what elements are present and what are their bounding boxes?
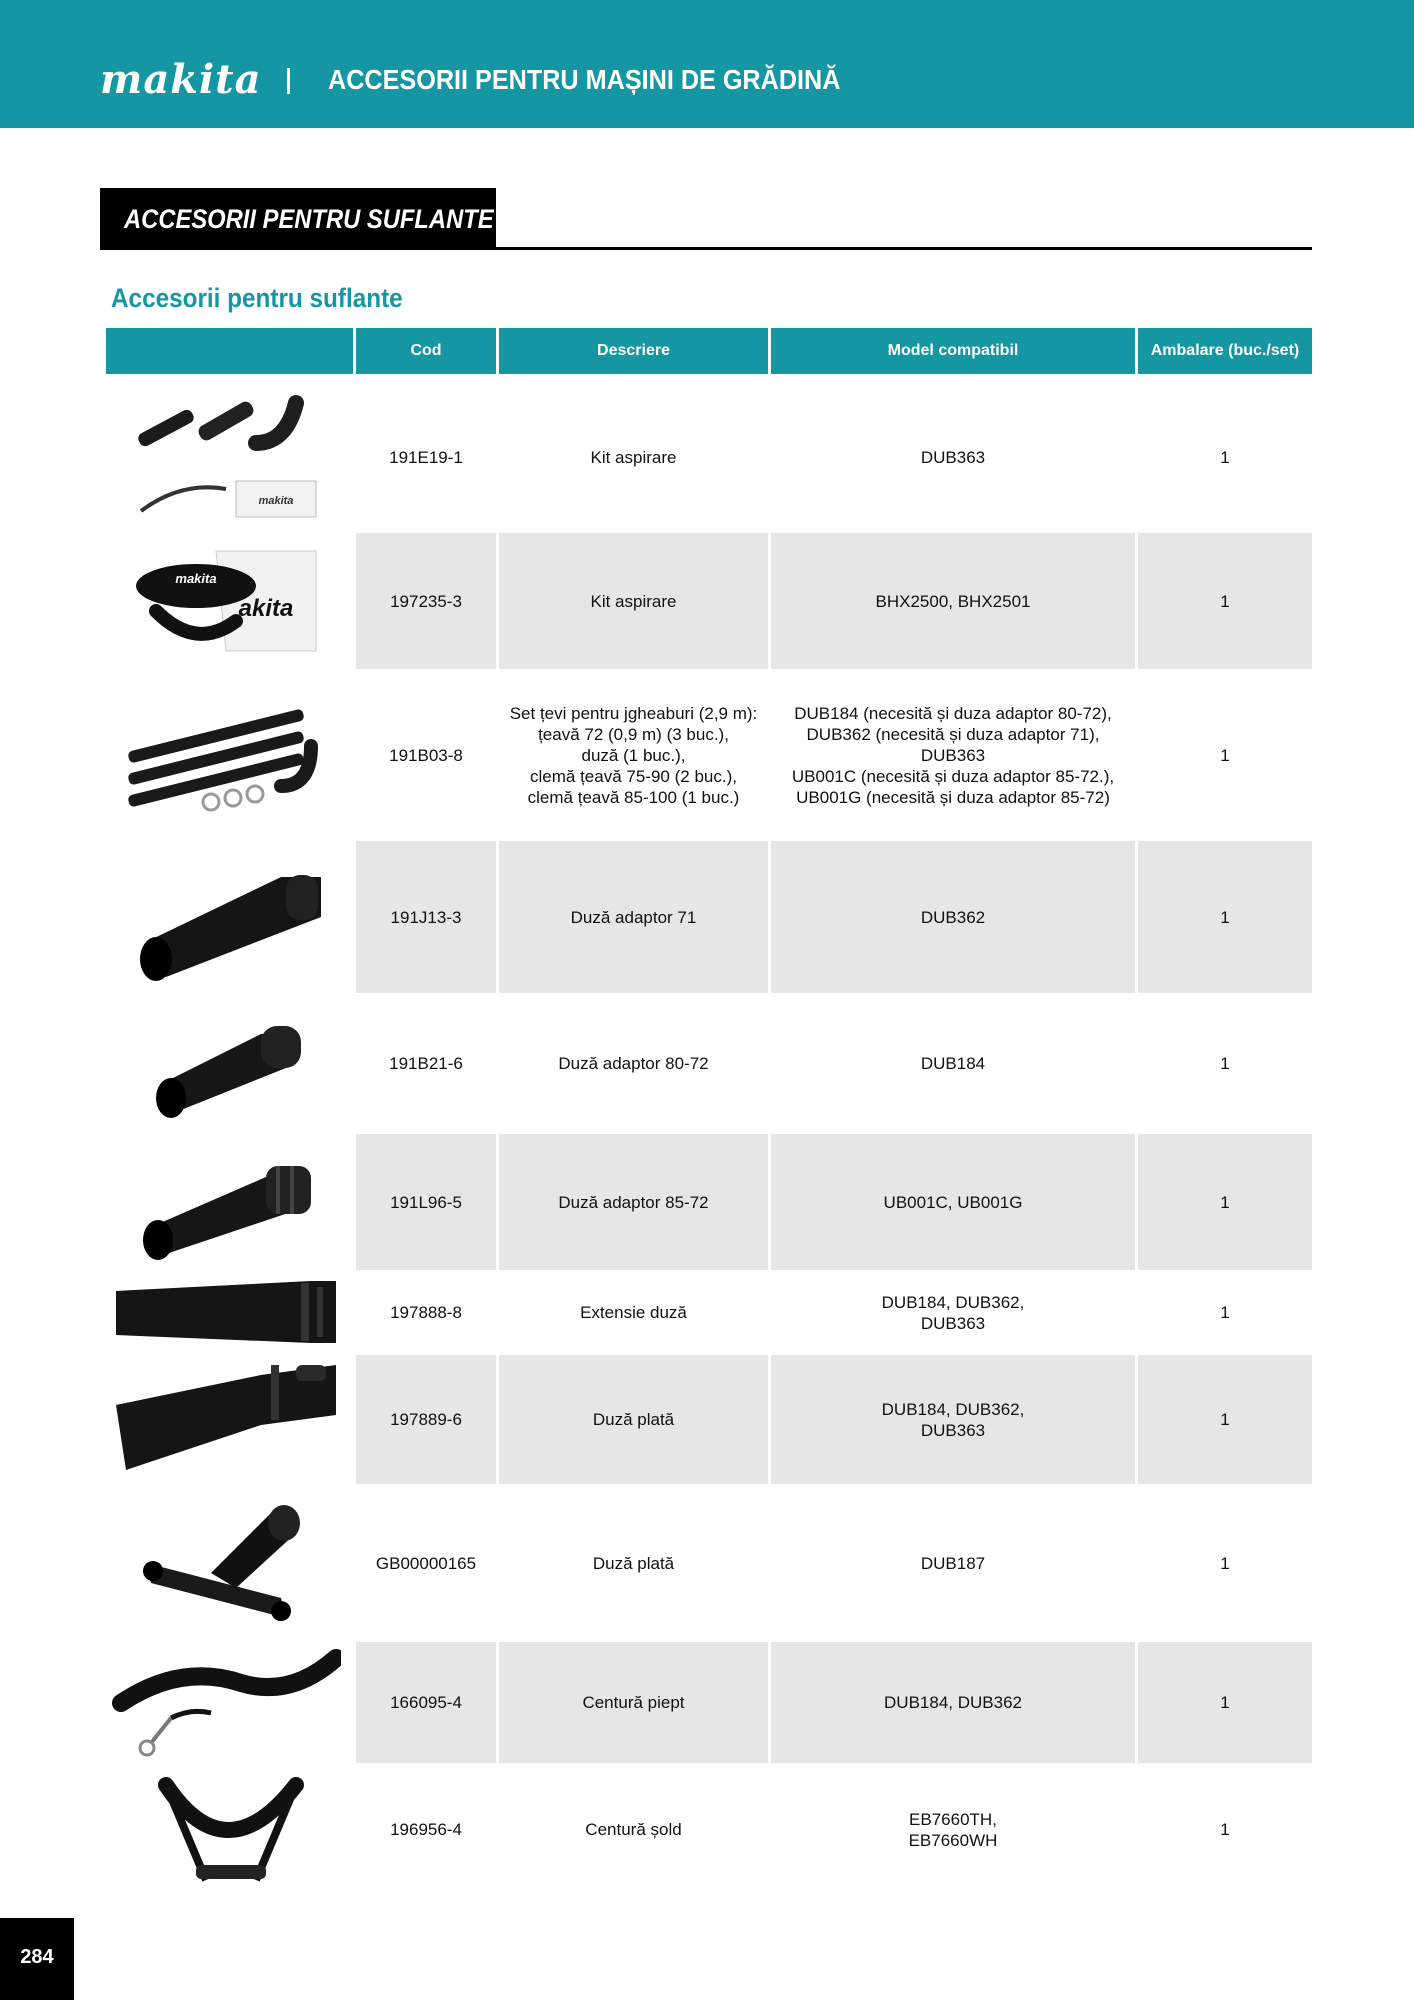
compatible-model: DUB363 [920, 448, 986, 467]
product-code: 191L96-5 [356, 1134, 496, 1270]
table-row [106, 1134, 1312, 1270]
pack-quantity: 1 [1138, 533, 1312, 669]
header-pack: Ambalare (buc./set) [1138, 328, 1312, 382]
product-code: 191E19-1 [389, 448, 463, 467]
svg-text:akita: akita [238, 595, 294, 622]
compatible-model: UB001C, UB001G [771, 1134, 1135, 1270]
compatible-model: DUB184 [920, 1054, 986, 1073]
product-description: Centură șold [585, 1820, 682, 1839]
adapter-nozzle-ribbed-icon [106, 1134, 346, 1270]
product-code: 197888-8 [390, 1303, 462, 1322]
wide-flat-nozzle-icon [106, 1484, 346, 1642]
product-description: Centură piept [499, 1642, 768, 1763]
compatible-model: DUB184, DUB362, DUB363 [881, 1292, 1025, 1333]
pack-quantity: 1 [1220, 1303, 1230, 1322]
pack-quantity: 1 [1220, 1553, 1230, 1573]
table-row [106, 669, 1312, 841]
table-row [106, 1484, 1312, 1642]
table-row [106, 382, 1312, 533]
product-code: 191B03-8 [389, 745, 463, 765]
table-subtitle: Accesorii pentru suflante [111, 283, 403, 313]
compatible-model: DUB362 [771, 841, 1135, 993]
header-image [106, 328, 353, 382]
adapter-nozzle-icon [106, 841, 346, 993]
header-bar [0, 0, 1414, 128]
product-image-cell [106, 1484, 353, 1642]
compatible-model: BHX2500, BHX2501 [771, 533, 1135, 669]
product-image-cell [106, 1134, 353, 1270]
header-code: Cod [356, 328, 496, 382]
svg-text:makita: makita [258, 494, 294, 507]
pack-quantity: 1 [1220, 448, 1230, 467]
table-row [106, 1355, 1312, 1484]
adapter-nozzle-short-icon [106, 993, 346, 1134]
product-code: GB00000165 [375, 1553, 477, 1573]
accessories-table [103, 328, 1315, 1896]
product-image-cell [106, 1763, 353, 1896]
page-category-title: ACCESORII PENTRU MAȘINI DE GRĂDINĂ [328, 64, 841, 95]
compatible-model: DUB187 [920, 1553, 986, 1573]
product-description: Duză plată [592, 1553, 675, 1573]
pack-quantity: 1 [1138, 841, 1312, 993]
pack-quantity: 1 [1138, 1355, 1312, 1484]
hip-belt-icon [106, 1763, 346, 1896]
pack-quantity: 1 [1220, 1054, 1230, 1073]
svg-text:makita: makita [175, 571, 217, 586]
product-code: 197235-3 [356, 533, 496, 669]
product-image-cell [106, 669, 353, 841]
product-image-cell [106, 1642, 353, 1763]
product-description: Duză adaptor 80-72 [558, 1054, 709, 1073]
nozzle-extension-icon [106, 1270, 346, 1355]
product-description: Kit aspirare [499, 533, 768, 669]
pack-quantity: 1 [1138, 1642, 1312, 1763]
product-image-cell [106, 533, 353, 669]
table-row [106, 993, 1312, 1134]
pack-quantity: 1 [1220, 1820, 1230, 1839]
product-description: Extensie duză [580, 1303, 687, 1322]
gutter-pipe-set-icon [106, 669, 346, 841]
product-code: 166095-4 [356, 1642, 496, 1763]
chest-belt-icon [106, 1642, 346, 1763]
flat-nozzle-icon [106, 1355, 346, 1484]
product-image-cell [106, 382, 353, 533]
product-image-cell [106, 1270, 353, 1355]
compatible-model: EB7660TH, EB7660WH [908, 1809, 998, 1850]
table-header-row [106, 328, 1312, 382]
pack-quantity: 1 [1138, 1134, 1312, 1270]
page-number: 284 [20, 1946, 54, 1968]
table-row [106, 1763, 1312, 1896]
product-code: 191B21-6 [389, 1054, 463, 1073]
compatible-model: DUB184 (necesită și duza adaptor 80-72), DUB362 (necesită și duza adaptor 71), DUB363 UB001C (necesită și duza adaptor 85-72.), UB001G (necesită și duza adaptor 85-72) [791, 703, 1115, 807]
product-code: 196956-4 [390, 1820, 462, 1839]
product-image-cell [106, 993, 353, 1134]
vacuum-bag-kit-icon [106, 533, 346, 669]
product-code: 197889-6 [356, 1355, 496, 1484]
product-description: Duză adaptor 85-72 [499, 1134, 768, 1270]
vacuum-kit-icon [106, 382, 346, 533]
brand-logo: makita [100, 56, 262, 103]
product-description: Duză adaptor 71 [499, 841, 768, 993]
table-row [106, 1642, 1312, 1763]
product-description: Kit aspirare [590, 448, 677, 467]
product-description: Set țevi pentru jgheaburi (2,9 m): țeavă 72 (0,9 m) (3 buc.), duză (1 buc.), clemă țeavă 75-90 (2 buc.), clemă țeavă 85-100 (1 buc.) [509, 703, 758, 807]
section-title: ACCESORII PENTRU SUFLANTE [124, 204, 494, 234]
product-image-cell [106, 1355, 353, 1484]
header-model: Model compatibil [771, 328, 1135, 382]
pack-quantity: 1 [1220, 745, 1230, 765]
header-description: Descriere [499, 328, 768, 382]
product-image-cell [106, 841, 353, 993]
compatible-model: DUB184, DUB362, DUB363 [771, 1355, 1135, 1484]
table-row [106, 533, 1312, 669]
product-code: 191J13-3 [356, 841, 496, 993]
product-description: Duză plată [499, 1355, 768, 1484]
section-heading-box [100, 188, 496, 250]
table-row [106, 1270, 1312, 1355]
page-number-box [0, 1918, 74, 2000]
table-row [106, 841, 1312, 993]
section-rule [100, 247, 1312, 250]
header-divider [287, 68, 290, 94]
compatible-model: DUB184, DUB362 [771, 1642, 1135, 1763]
